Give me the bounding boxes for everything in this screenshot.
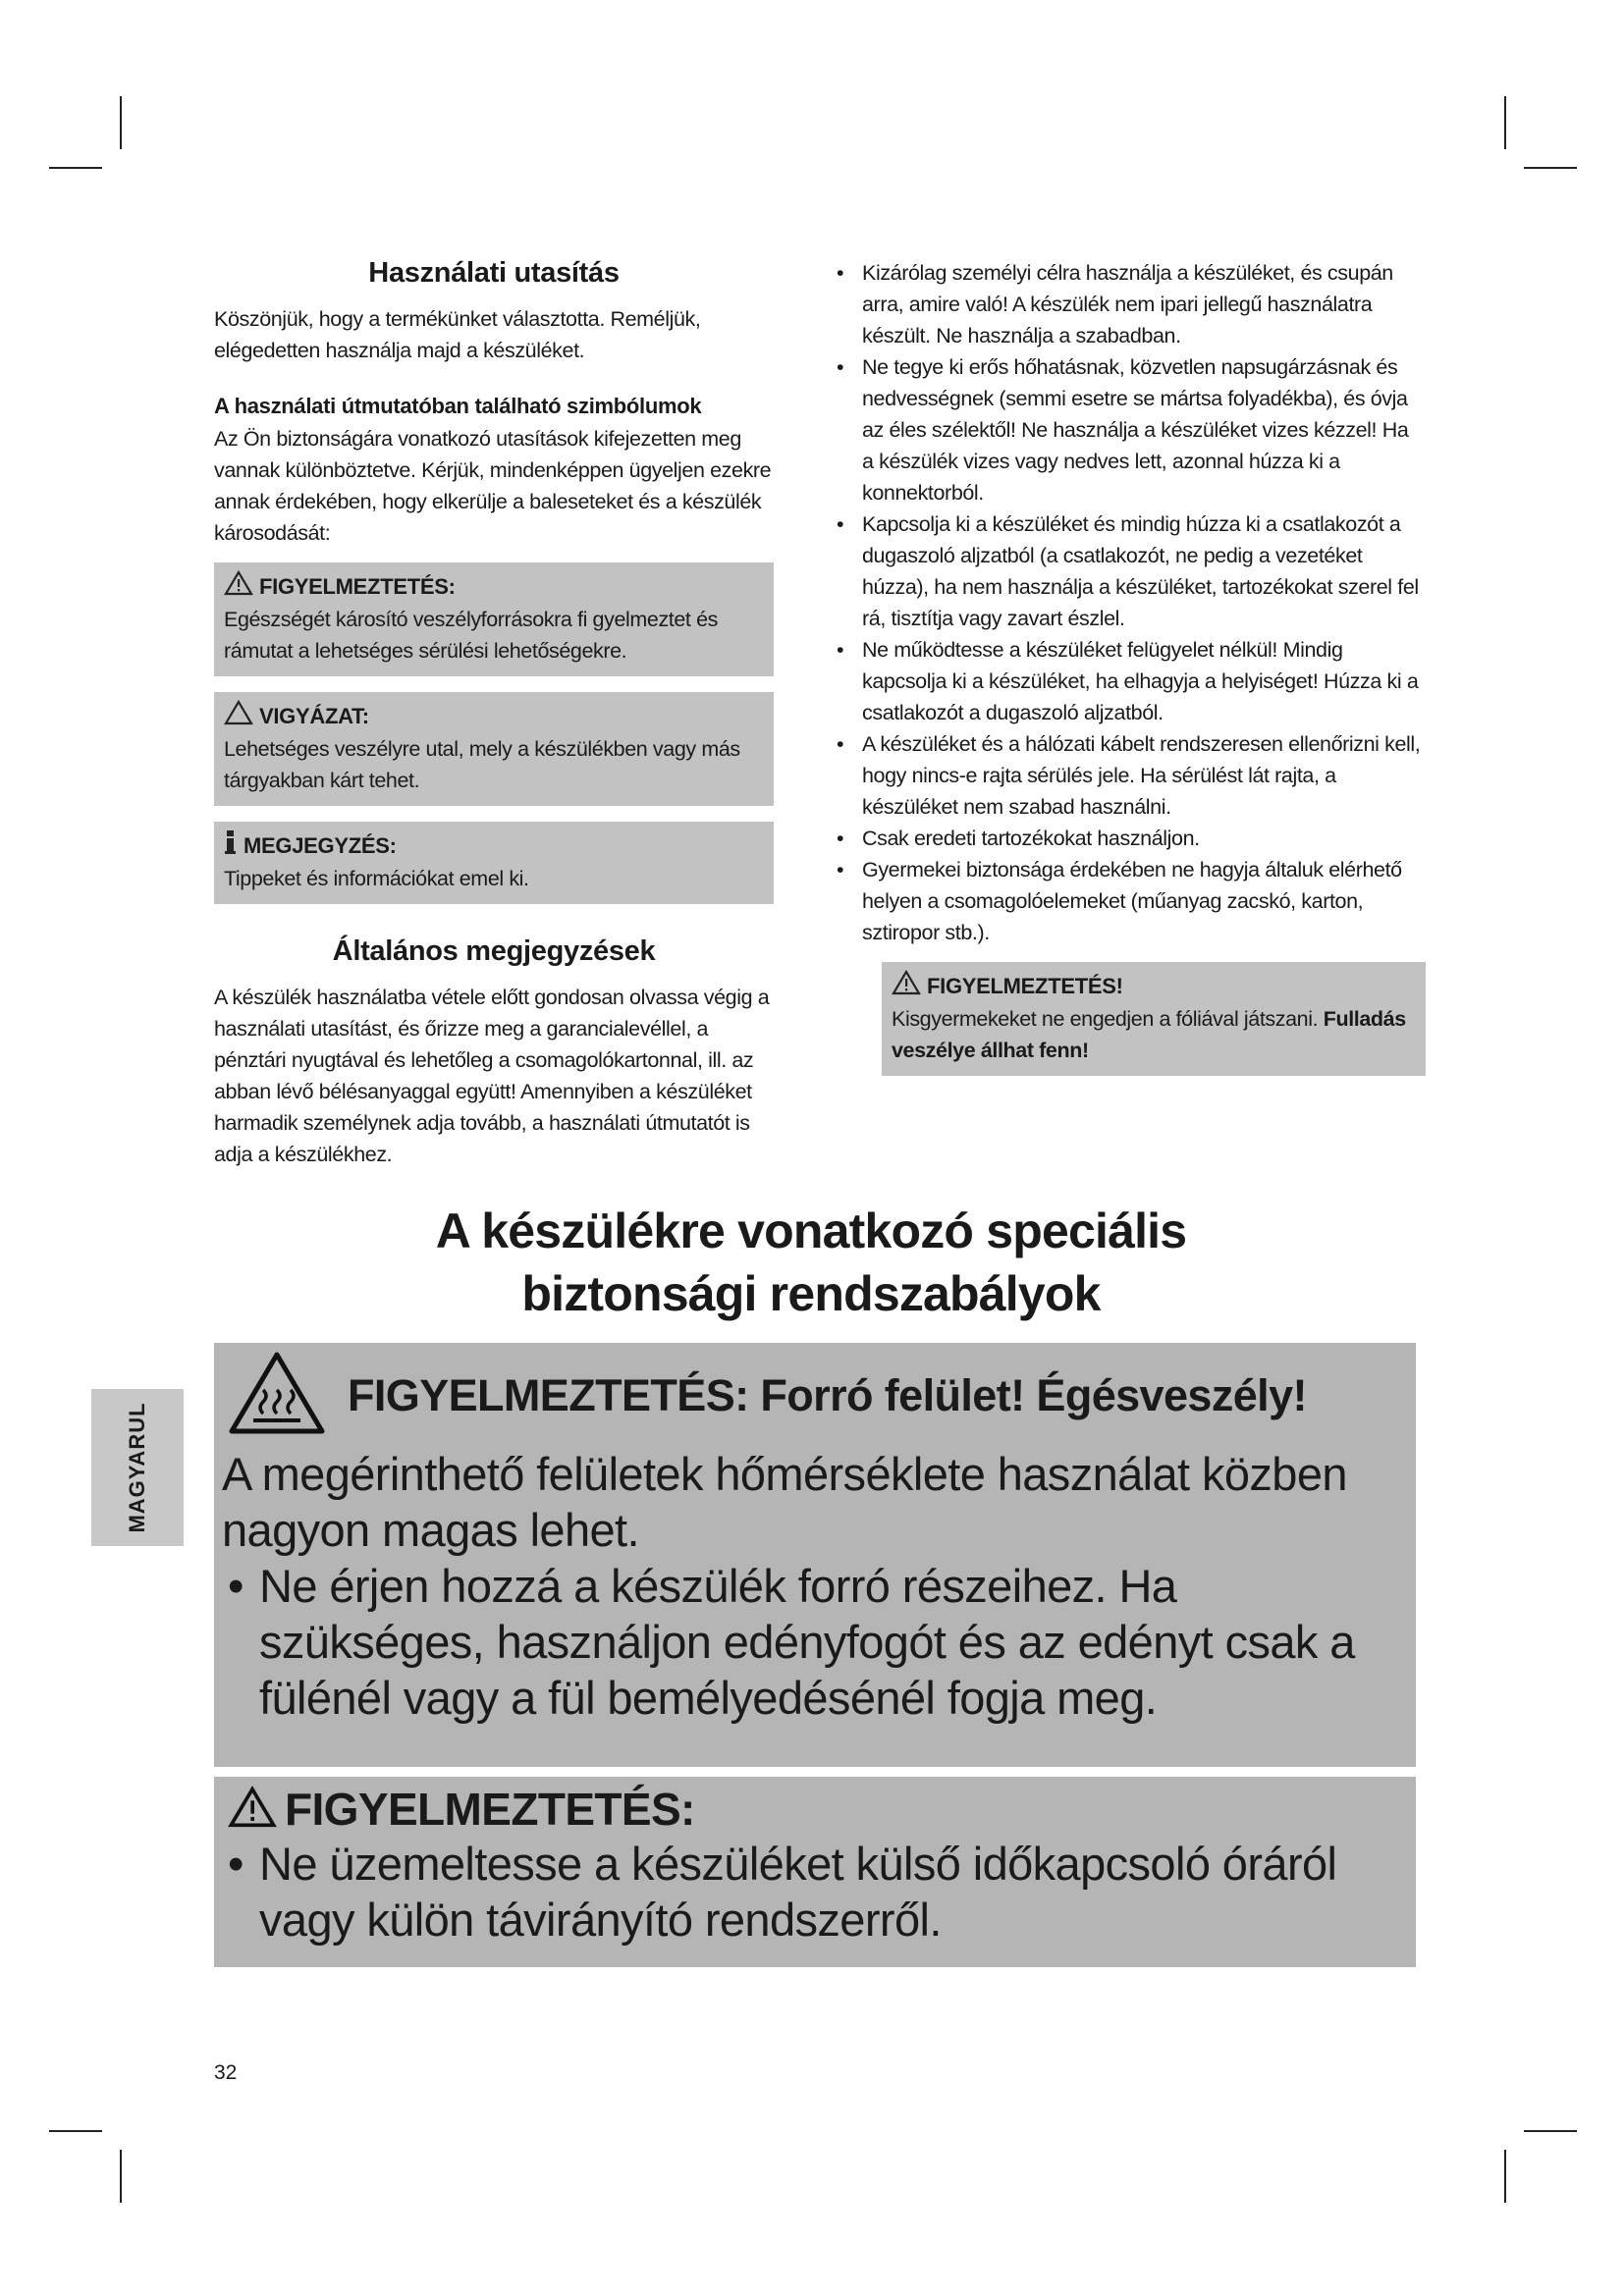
- crop-mark: [1524, 167, 1577, 169]
- crop-mark: [49, 167, 102, 169]
- list-item: • Kizárólag személyi célra használja a készüléket, és csupán arra, amire való! A készülék nem ipari jellegű használatra készült. Ne használja a szabadban.: [835, 257, 1424, 351]
- general-text: A készülék használatba vétele előtt gondosan olvassa végig a használati utasítást, és őrizze meg a garancialevéllel, a pénztári nyugtával és lehetőleg a csomagolókartonnal, ill. az abban lévő bélésanyaggal együtt! Amennyiben a készüléket harmadik személynek adja tovább, a használati útmutatót is adja a készülékhez.: [214, 986, 770, 1166]
- hot-surface-heading: FIGYELMEZTETÉS: Forró felület! Égésveszély!: [348, 1369, 1307, 1420]
- page-number: 32: [214, 2061, 238, 2084]
- hot-surface-warning-box: [214, 1343, 1416, 1767]
- foil-warning-title: FIGYELMEZTETÉS!: [927, 974, 1123, 998]
- timer-warning-bullet: • Ne üzemeltesse a készüléket külső időkapcsoló óráról vagy külön távirányító rendszerről.: [214, 1836, 1416, 1948]
- crop-mark: [120, 96, 122, 149]
- warning-triangle-icon: [892, 970, 921, 1003]
- list-item: • Ne működtesse a készüléket felügyelet nélkül! Mindig kapcsolja ki a készüléket, ha elhagyja a helyiséget! Húzza ki a csatlakozót a dugaszoló aljzatból.: [835, 634, 1424, 728]
- crop-mark: [1504, 2150, 1506, 2203]
- list-item: • A készüléket és a hálózati kábelt rendszeresen ellenőrizni kell, hogy nincs-e rajta sérülés jele. Ha sérülést lát rajta, a készüléket nem szabad használni.: [835, 728, 1424, 823]
- caution-title: VIGYÁZAT:: [259, 704, 369, 728]
- symbols-text: Az Ön biztonságára vonatkozó utasítások kifejezetten meg vannak különböztetve. Kérjük, mindenképpen ügyeljen ezekre annak érdekében, hogy elkerülje a baleseteket és a készülék károsodását:: [214, 427, 772, 545]
- caution-box: [214, 692, 774, 806]
- right-column: [835, 257, 1424, 1076]
- timer-warning-heading: FIGYELMEZTETÉS:: [285, 1784, 695, 1835]
- instructions-title: Használati utasítás: [368, 257, 620, 289]
- timer-warning-box: [214, 1777, 1416, 1967]
- warning-triangle-icon: [228, 1786, 277, 1834]
- note-text: Tippeket és információkat emel ki.: [224, 867, 529, 890]
- caution-text: Lehetséges veszélyre utal, mely a készülékben vagy más tárgyakban kárt tehet.: [224, 737, 740, 792]
- warning-box: [214, 562, 774, 676]
- crop-mark: [120, 2150, 122, 2203]
- foil-warning-bold: Fulladás veszélye állhat fenn!: [892, 1007, 1406, 1062]
- safety-list: [835, 257, 1424, 948]
- special-rules-title: A készülékre vonatkozó speciális biztonsági rendszabályok: [435, 1203, 1187, 1321]
- list-item: • Ne tegye ki erős hőhatásnak, közvetlen napsugárzásnak és nedvességnek (semmi esetre se mártsa folyadékba), és óvja az éles szélektől! Ne használja a készüléket vizes kézzel! Ha a készülék vizes vagy nedves lett, azonnal húzza ki a konnektorból.: [835, 351, 1424, 508]
- note-title: MEGJEGYZÉS:: [244, 833, 397, 858]
- list-item: • Csak eredeti tartozékokat használjon.: [835, 823, 1424, 854]
- warning-title: FIGYELMEZTETÉS:: [259, 574, 456, 599]
- hot-surface-icon: [228, 1351, 326, 1440]
- language-tab: MAGYARUL: [91, 1389, 184, 1546]
- note-box: [214, 822, 774, 904]
- list-item: • Gyermekei biztonsága érdekében ne hagyja általuk elérhető helyen a csomagolóelemeket (műanyag zacskó, karton, sztiropor stb.).: [835, 854, 1424, 948]
- foil-warning-box: [882, 962, 1426, 1076]
- general-title: Általános megjegyzések: [332, 935, 656, 967]
- crop-mark: [1504, 96, 1506, 149]
- intro-text: Köszönjük, hogy a termékünket választotta. Reméljük, elégedetten használja majd a készüléket.: [214, 307, 701, 362]
- symbols-heading: A használati útmutatóban található szimbólumok: [214, 394, 702, 418]
- foil-warning-text: Kisgyermekeket ne engedjen a fóliával játszani. Fulladás veszélye állhat fenn!: [892, 1007, 1406, 1062]
- caution-triangle-icon: [224, 700, 253, 733]
- hot-surface-text: A megérinthető felületek hőmérséklete használat közben nagyon magas lehet.: [222, 1448, 1347, 1556]
- warning-triangle-icon: [224, 570, 253, 604]
- list-item: • Kapcsolja ki a készüléket és mindig húzza ki a csatlakozót a dugaszoló aljzatból (a csatlakozót, ne pedig a vezetéket húzza), ha nem használja a készüléket, tartozékokat szerel fel rá, tisztítja vagy zavart észlel.: [835, 508, 1424, 634]
- info-icon: [224, 829, 238, 863]
- crop-mark: [1524, 2130, 1577, 2132]
- hot-surface-bullet: • Ne érjen hozzá a készülék forró részeihez. Ha szükséges, használjon edényfogót és az edényt csak a fülénél vagy a fül bemélyedésénél fogja meg.: [214, 1558, 1416, 1726]
- warning-text: Egészségét károsító veszélyforrásokra fi gyelmeztet és rámutat a lehetséges sérülési lehetőségekre.: [224, 608, 718, 663]
- crop-mark: [49, 2130, 102, 2132]
- left-column: [214, 257, 774, 1170]
